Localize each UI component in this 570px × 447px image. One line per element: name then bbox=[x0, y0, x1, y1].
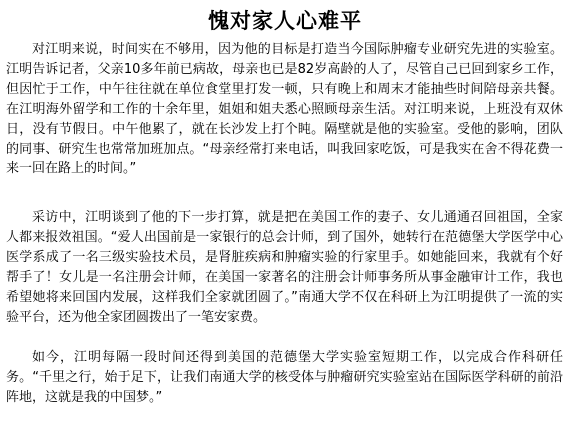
article-paragraph-2: 采访中，江明谈到了他的下一步打算，就是把在美国工作的妻子、女儿通通召回祖国，全家人都来报效祖国。“爱人出国前是一家银行的总会计师，到了国外，她转行在范德堡大学医学中心医学系成了一名三级实验技术员，是肾脏疾病和肿瘤实验的行家里手。如她能回来，我就有个好帮手了！女儿是一名注册会计师，在美国一家著名的注册会计师事务所从事金融审计工作，我也希望她将来回国内发展，这样我们全家就团圆了。”南通大学不仅在科研上为江明提供了一流的实验平台，还为他全家团圆拨出了一笔安家费。 bbox=[6, 210, 563, 325]
article-paragraph-1: 对江明来说，时间实在不够用，因为他的目标是打造当今国际肿瘤专业研究先进的实验室。江明告诉记者，父亲10多年前已病故，母亲也已是82岁高龄的人了，尽管自己已回到家乡工作，但因忙于工作，中午往往就在单位食堂里打发一顿，只有晚上和周末才能抽些时间陪母亲共餐。在江明海外留学和工作的十余年里，姐姐和姐夫悉心照顾母亲生活。对江明来说，上班没有双休日，没有节假日。中午他累了，就在长沙发上打个盹。隔壁就是他的实验室。受他的影响，团队的同事、研究生也常常加班加点。“母亲经常打来电话，叫我回家吃饭，可是我实在舍不得花费一来一回在路上的时间。” bbox=[6, 42, 563, 177]
article-paragraph-3: 如今，江明每隔一段时间还得到美国的范德堡大学实验室短期工作，以完成合作科研任务。“千里之行，始于足下，让我们南通大学的核受体与肿瘤研究实验室站在国际医学科研的前沿阵地，这就是我的中国梦。” bbox=[6, 350, 563, 405]
article-title: 愧对家人心难平 bbox=[208, 8, 362, 33]
